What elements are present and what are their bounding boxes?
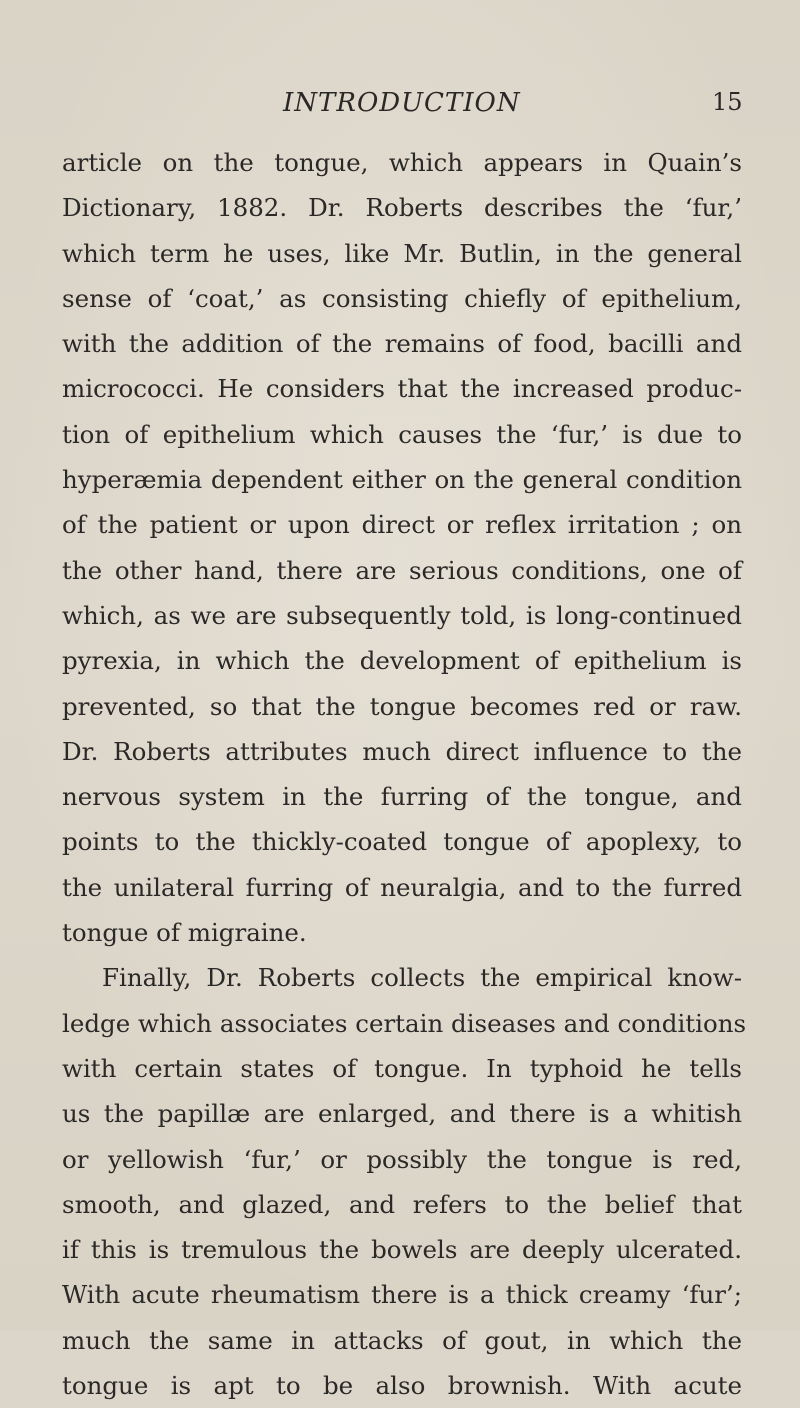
text-line: prevented, so that the tongue becomes red or raw. [62, 691, 742, 721]
text-line: or yellowish ‘fur,’ or possibly the tongue is red, [62, 1144, 742, 1174]
text-line: Dictionary, 1882. Dr. Roberts describes the ‘fur,’ [62, 193, 742, 223]
paragraph-start-line: Finally, Dr. Roberts collects the empirical know- [102, 963, 742, 993]
text-line: with the addition of the remains of food, bacilli and [62, 329, 742, 359]
text-line: tion of epithelium which causes the ‘fur,’ is due to [62, 419, 742, 449]
text-line: pyrexia, in which the development of epithelium is [62, 646, 742, 676]
text-line: with certain states of tongue. In typhoid he tells [62, 1053, 742, 1083]
text-line: sense of ‘coat,’ as consisting chiefly of epithelium, [62, 283, 742, 313]
text-line: smooth, and glazed, and refers to the belief that [62, 1189, 742, 1219]
text-line: With acute rheumatism there is a thick creamy ‘fur’; [62, 1280, 742, 1310]
paragraph-end-line: tongue of migraine. [62, 918, 307, 948]
running-title: INTRODUCTION [283, 88, 521, 118]
text-line: the other hand, there are serious conditions, one of [62, 555, 742, 585]
text-line: points to the thickly-coated tongue of apoplexy, to [62, 827, 742, 857]
text-line: Dr. Roberts attributes much direct influence to the [62, 736, 742, 766]
text-line: much the same in attacks of gout, in which the [62, 1325, 742, 1355]
text-line: article on the tongue, which appears in Quain’s [62, 148, 742, 177]
page-number: 15 [712, 88, 743, 116]
text-line: which term he uses, like Mr. Butlin, in the general [62, 238, 742, 268]
text-line: the unilateral furring of neuralgia, and to the furred [62, 872, 742, 902]
text-line: micrococci. He considers that the increased produc- [62, 374, 742, 404]
text-line: tongue is apt to be also brownish. With acute [62, 1371, 742, 1401]
page-header [0, 88, 800, 128]
text-line: nervous system in the furring of the tongue, and [62, 782, 742, 812]
text-line: ledge which associates certain diseases and conditions [62, 1008, 747, 1038]
text-line: which, as we are subsequently told, is long-continued [62, 600, 742, 630]
body-text [62, 140, 747, 1408]
text-line: if this is tremulous the bowels are deeply ulcerated. [62, 1235, 742, 1265]
text-line: of the patient or upon direct or reflex irritation ; on [62, 510, 742, 540]
text-line: hyperæmia dependent either on the general condition [62, 465, 742, 495]
text-line: us the papillæ are enlarged, and there is a whitish [62, 1099, 742, 1129]
